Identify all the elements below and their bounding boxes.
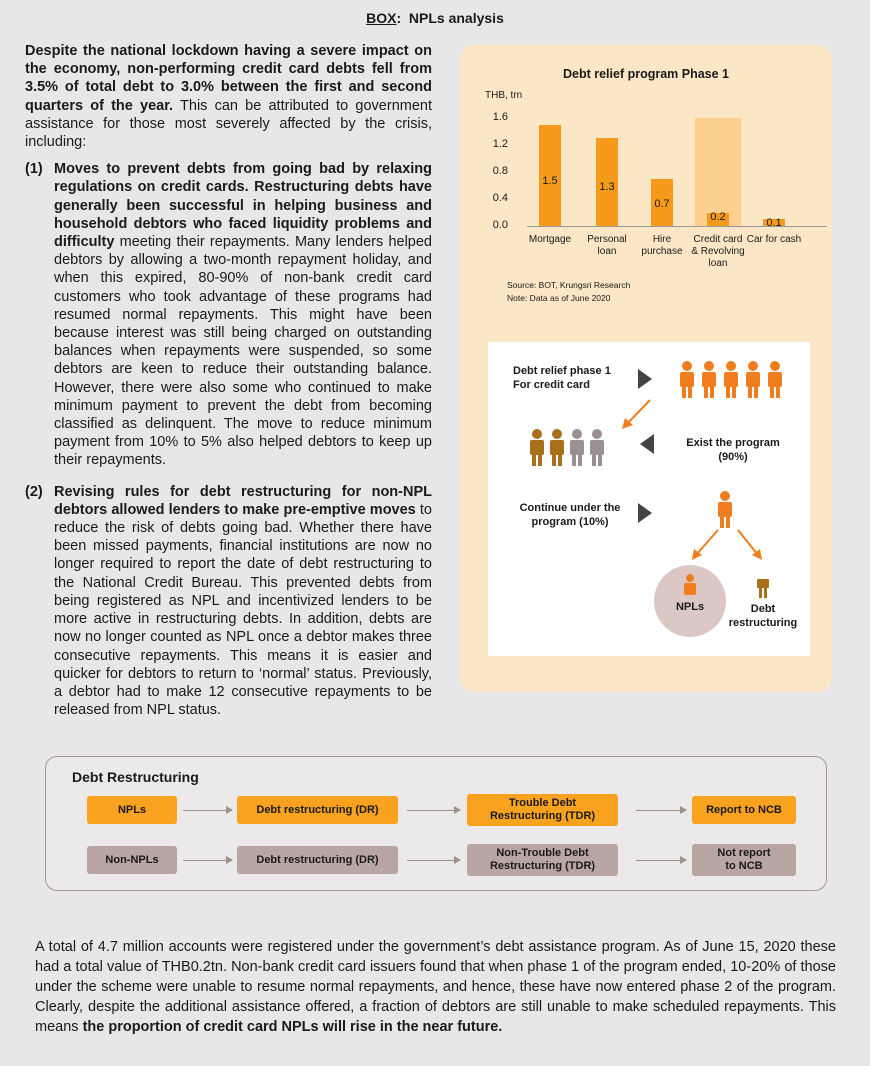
debt-restructuring-box [45,756,827,891]
chart-title: Debt relief program Phase 1 [562,67,730,81]
npls-label: NPLs [675,601,705,613]
arrow-right-icon [638,503,652,523]
conclusion-paragraph [35,937,836,1037]
list-item-2 [25,483,432,720]
y-tick-label: 0.4 [492,192,508,204]
value-label: 0.7 [654,198,670,211]
category-label: Credit card & Revolving loan [691,234,745,269]
continue-program-label: Continue under the program (10%) [519,502,621,528]
intro-paragraph [25,42,432,151]
arrow-left-icon [640,434,654,454]
exist-program-label: Exist the program (90%) [686,437,780,463]
tdr-pill: Trouble Debt Restructuring (TDR) [467,794,618,826]
debt-restructuring-title: Debt Restructuring [72,769,199,785]
diagonal-arrow-icon [620,397,654,431]
list-item-number: (1) [25,161,43,178]
conclusion-text: A total of 4.7 million accounts were registered under the government’s debt assistance program. As of June 15, 2020 these had a total value of THB0.2tn. Non-bank credit card issuers found that when phase 1 of the program ended, 10-20% of those under the scheme were unable to resume normal repayments, and hence, these have now entered phase 2 of the program. Clearly, despite the additional assistance offered, a fraction of debtors are still unable to make scheduled repayments. This means [35,939,836,1035]
list-item-text: to reduce the risk of debts going bad. Whether there have been missed payments, financial institutions are now no longer required to report the date of debt restructuring to the National Credit Bureau. This prevented debts from being registered as NPL and incentivized lenders to be more active in restructuring debts. In addition, debts are now no longer counted as NPL once a debtor makes three consecutive repayments. This means it is easier and quicker for debtors to return to ‘normal’ status. Previously, a debtor had to make 12 consecutive repayments to be released from NPL status. [54,501,432,719]
category-label: Personal loan [587,234,627,257]
report-ncb-pill: Report to NCB [692,796,796,824]
dr-pill: Debt restructuring (DR) [237,796,398,824]
list-item-number: (2) [25,483,43,500]
y-tick-label: 0.0 [492,219,508,231]
list-item-bold: Moves to prevent debts from going bad by relaxing regulations on credit cards. Restructuring debts have generally been successful in helping business and household debtors who faced liquidity problems and difficulty [54,161,432,251]
person-small-orange-icon [683,574,697,596]
flow-arrow [407,860,460,861]
value-label: 1.5 [542,175,558,188]
non-tdr-pill: Non-Trouble Debt Restructuring (TDR) [467,844,618,876]
people-orange-icon [678,360,788,400]
phase1-label: Debt relief phase 1 For credit card [513,365,611,391]
person-small-brown-icon [756,579,770,599]
intro-text: This can be attributed to government assistance for those most severely affected by the crisis, including: [25,97,432,151]
value-label: 1.3 [599,181,615,194]
split-arrows-icon [688,528,768,562]
y-tick-label: 0.8 [492,165,508,177]
flow-arrow [636,860,686,861]
flow-arrow [183,810,232,811]
dr-pill-non-npl: Debt restructuring (DR) [237,846,398,874]
chart-y-unit: THB, trn [485,90,523,101]
box-colon: : [396,10,402,26]
people-mixed-icon [528,428,608,468]
value-label: 0.2 [710,210,726,223]
flow-arrow [636,810,686,811]
category-label: Mortgage [528,234,572,245]
value-label: 0.1 [766,217,782,230]
npls-pill: NPLs [87,796,177,824]
person-orange-icon [716,490,734,530]
box-title: NPLs analysis [408,10,504,26]
chart-source-note [507,279,630,305]
conclusion-bold: the proportion of credit card NPLs will rise in the near future. [82,1019,503,1035]
infographic-panel [460,45,832,692]
debt-restructuring-label: Debt restructuring [728,603,798,629]
chart-note: Note: Data as of June 2020 [507,293,611,303]
y-tick-label: 1.6 [492,111,508,123]
page-title [0,10,870,26]
list-item-bold: Revising rules for debt restructuring for non-NPL debtors allowed lenders to make pre-emptive moves [54,483,432,518]
y-tick-label: 1.2 [492,138,508,150]
debt-relief-flow-diagram [488,342,810,656]
flow-arrow [407,810,460,811]
list-item-1 [25,160,432,469]
arrow-right-icon [638,369,652,389]
box-label: BOX [366,10,397,26]
intro-bold: Despite the national lockdown having a severe impact on the economy, non-performing credit card debts fell from 3.5% of total debt to 3.0% between the first and second quarters of the year. [25,43,432,114]
left-column [25,42,432,719]
category-label: Car for cash [746,234,802,245]
list-item-text: meeting their repayments. Many lenders helped debtors by allowing a two-month repayment holiday, and when this expired, 80-90% of non-bank credit card customers who took advantage of these programs had resumed normal repayments. This might have been because interest was still being charged on outstanding balances when repayments were suspended, so some debtors are keen to reduce their outstanding balance. However, there were also some who continued to make minimum payment to prevent the debt from becoming classified as delinquent. The move to reduce minimum payment from 10% to 5% also helped debtors to keep up their repayments. [54,234,432,469]
non-npls-pill: Non-NPLs [87,846,177,874]
category-label: Hire purchase [641,234,683,257]
not-report-ncb-pill: Not report to NCB [692,844,796,876]
chart-source: Source: BOT, Krungsri Research [507,280,631,290]
flow-arrow [183,860,232,861]
